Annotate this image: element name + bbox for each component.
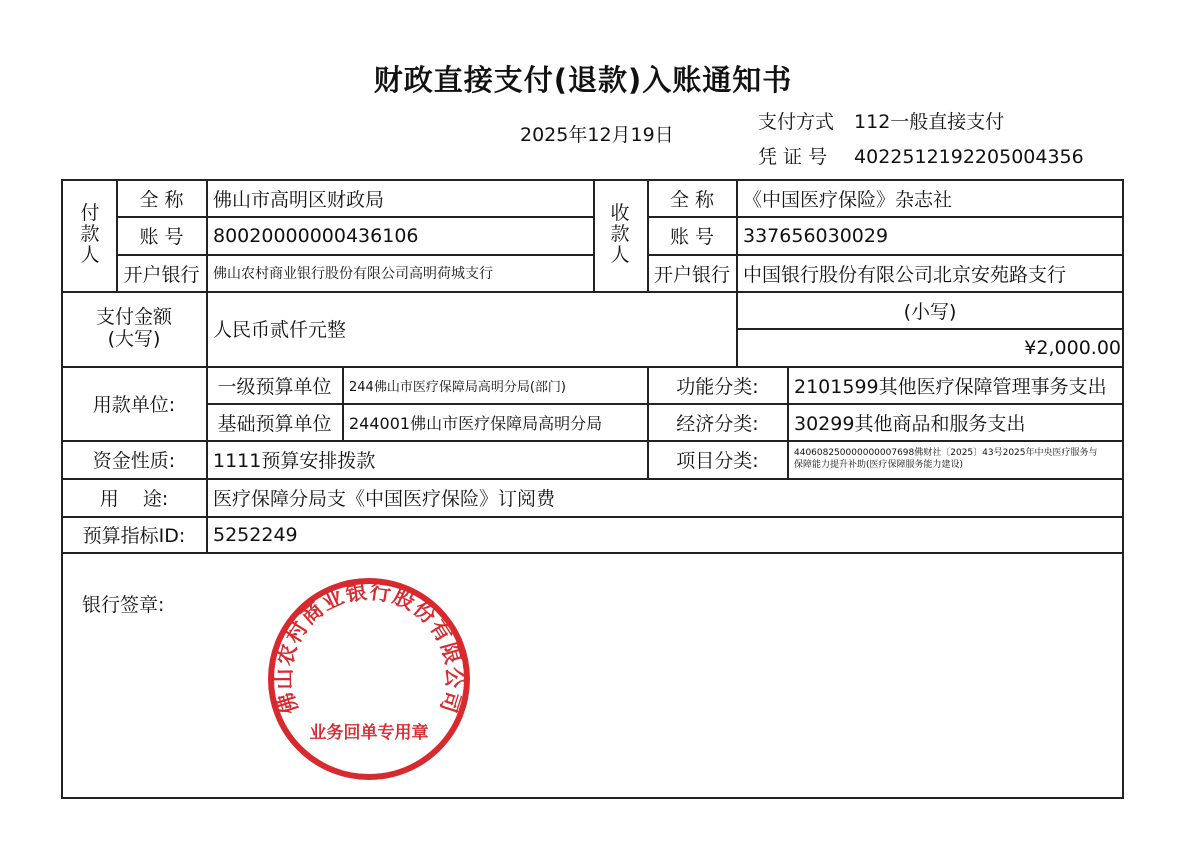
amount-label: 支付金额 bbox=[95, 305, 172, 326]
function-class-value: 2101599其他医疗保障管理事务支出 bbox=[794, 375, 1107, 398]
function-class-label: 功能分类: bbox=[676, 375, 759, 398]
level1-budget-value: 244佛山市医疗保障局高明分局(部门) bbox=[349, 379, 566, 395]
budget-id-label: 预算指标ID: bbox=[82, 525, 186, 547]
payer-bank-label: 开户银行 bbox=[123, 263, 200, 286]
base-budget-label: 基础预算单位 bbox=[217, 412, 332, 435]
payee-name-label: 全 称 bbox=[669, 188, 715, 211]
payee-bank-label: 开户银行 bbox=[653, 263, 730, 286]
voucher-value: 402251219220500435​6 bbox=[854, 146, 1084, 168]
project-class-label: 项目分类: bbox=[676, 450, 759, 472]
payee-bank: 中国银行股份有限公司北京安苑路支行 bbox=[743, 263, 1067, 286]
payee-group-label: 收款人 bbox=[610, 202, 630, 266]
fund-nature-label: 资金性质: bbox=[92, 450, 176, 472]
base-budget-value: 244001佛山市医疗保障局高明分局 bbox=[349, 413, 603, 433]
budget-id-value: 5252249 bbox=[213, 523, 298, 546]
bank-seal-label: 银行签章: bbox=[82, 593, 165, 616]
payee-account-label: 账 号 bbox=[669, 226, 715, 248]
payer-name-label: 全 称 bbox=[139, 188, 184, 211]
seal-sub-text: 业务回单专用章 bbox=[309, 723, 429, 743]
bank-seal bbox=[263, 573, 475, 785]
economic-class-value: 30299其他商品和服务支出 bbox=[794, 412, 1026, 435]
document-date: 2025年12月19日 bbox=[520, 124, 674, 146]
amount-small-label: (小写) bbox=[903, 300, 957, 323]
payer-account: 80020000000436106 bbox=[213, 224, 419, 247]
seal-arc-text: 佛山农村商业银行股份有限公司 bbox=[271, 579, 467, 717]
unit-label: 用款单位: bbox=[92, 394, 176, 416]
pay-method-value: 112一般直接支付 bbox=[854, 111, 1005, 133]
purpose-label: 用 途: bbox=[99, 488, 169, 510]
payer-group-label: 付款人 bbox=[80, 202, 100, 266]
voucher-row bbox=[758, 142, 1084, 169]
project-class-value: 440608250000000007698佛财社〔2025〕43号2025年中央医疗服务与保障能力提升补助(医疗保障服务能力建设) bbox=[794, 448, 1098, 470]
economic-class-label: 经济分类: bbox=[676, 412, 759, 435]
payee-account: 337656030029 bbox=[743, 224, 889, 247]
payer-name: 佛山市高明区财政局 bbox=[213, 188, 385, 211]
level1-budget-label: 一级预算单位 bbox=[217, 375, 332, 398]
amount-small-value: ¥2,000.00 bbox=[1024, 336, 1121, 359]
purpose-value: 医疗保障分局支《中国医疗保险》订阅费 bbox=[213, 488, 556, 510]
fund-nature-value: 1111预算安排拨款 bbox=[213, 450, 376, 472]
document-title: 财政直接支付(退款)入账通知书 bbox=[373, 63, 793, 97]
payer-bank: 佛山农村商业银行股份有限公司高明荷城支行 bbox=[213, 266, 493, 282]
payer-account-label: 账 号 bbox=[139, 226, 184, 248]
pay-method-label: 支付方式 bbox=[758, 111, 835, 133]
pay-method-row bbox=[758, 107, 1004, 134]
voucher-label: 凭 证 号 bbox=[758, 146, 828, 168]
payee-name: 《中国医疗保险》杂志社 bbox=[743, 188, 953, 211]
amount-capital: 人民币贰仟元整 bbox=[213, 318, 347, 341]
amount-label-note: (大写) bbox=[107, 327, 161, 348]
